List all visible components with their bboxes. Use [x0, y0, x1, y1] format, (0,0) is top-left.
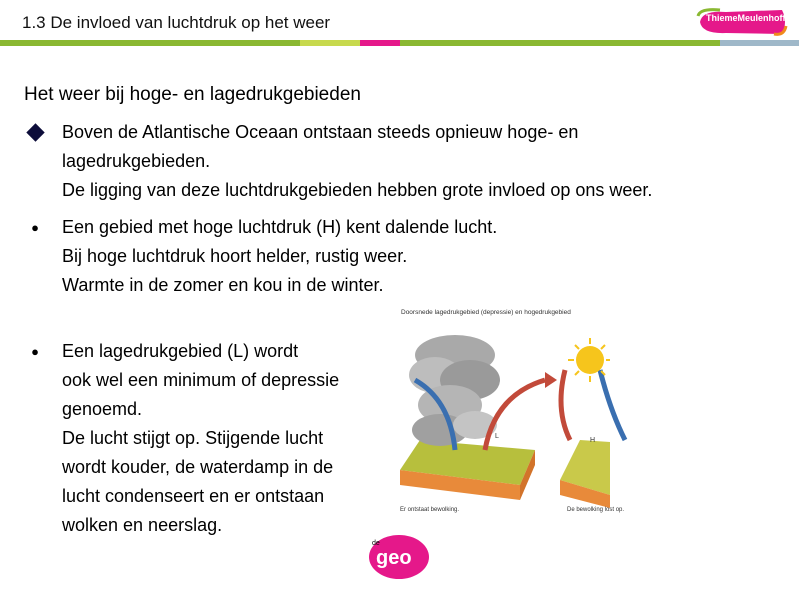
sinking-air-arrow — [600, 370, 625, 440]
brand-logo-text: ThiemeMeulenhoff — [706, 13, 786, 23]
bullet-text-line: Warmte in de zomer en kou in de winter. — [62, 275, 384, 295]
circle-bullet-icon: ● — [31, 344, 39, 359]
bar-segment — [720, 40, 799, 46]
bullet-text-line: lucht condenseert en er ontstaan — [62, 486, 325, 506]
de-geo-logo — [366, 531, 432, 581]
bar-segment — [0, 40, 300, 46]
caption-right: De bewolking lost op. — [567, 507, 625, 513]
diamond-bullet-icon — [24, 118, 46, 148]
bullet-text-line: Boven de Atlantische Oceaan ontstaan steeds opnieuw hoge- en — [62, 122, 579, 142]
logo-super: de — [372, 540, 380, 547]
bullet-text-line: ook wel een minimum of depressie — [62, 370, 340, 390]
caption-left: Er ontstaat bewolking. — [400, 507, 460, 513]
sinking-air-arrow — [561, 370, 570, 440]
arrow-head-icon — [545, 372, 557, 388]
logo-text: geo — [376, 547, 412, 569]
header-color-bar — [0, 40, 799, 46]
high-pressure-label: H — [590, 437, 596, 444]
bullet-text-line: Een gebied met hoge luchtdruk (H) kent dalende lucht. — [62, 217, 498, 237]
bar-segment — [360, 40, 400, 46]
bullet-text-line: genoemd. — [62, 399, 143, 419]
bar-segment — [400, 40, 720, 46]
bullet-text-line: wolken en neerslag. — [62, 515, 223, 535]
pressure-systems-illustration — [395, 300, 625, 522]
low-pressure-label: L — [495, 433, 499, 440]
main-title: Het weer bij hoge- en lagedrukgebieden — [24, 84, 361, 105]
bar-segment — [300, 40, 360, 46]
bullet-text-line: De lucht stijgt op. Stijgende lucht — [62, 428, 324, 448]
page-header-title: 1.3 De invloed van luchtdruk op het weer — [22, 13, 331, 32]
ground-block-low — [400, 440, 535, 500]
ground-block-high — [560, 440, 610, 508]
bullet-text-line: De ligging van deze luchtdrukgebieden hebben grote invloed op ons weer. — [62, 180, 653, 200]
illustration-caption: Doorsnede lagedrukgebied (depressie) en hogedrukgebied — [401, 309, 571, 316]
bullet-text-line: Bij hoge luchtdruk hoort helder, rustig weer. — [62, 246, 408, 266]
bullet-text-line: lagedrukgebieden. — [62, 151, 211, 171]
bullet-text-line: wordt kouder, de waterdamp in de — [62, 457, 334, 477]
circle-bullet-icon: ● — [31, 220, 39, 235]
cloud-icon — [409, 335, 500, 446]
bullet-text-line: Een lagedrukgebied (L) wordt — [62, 341, 299, 361]
